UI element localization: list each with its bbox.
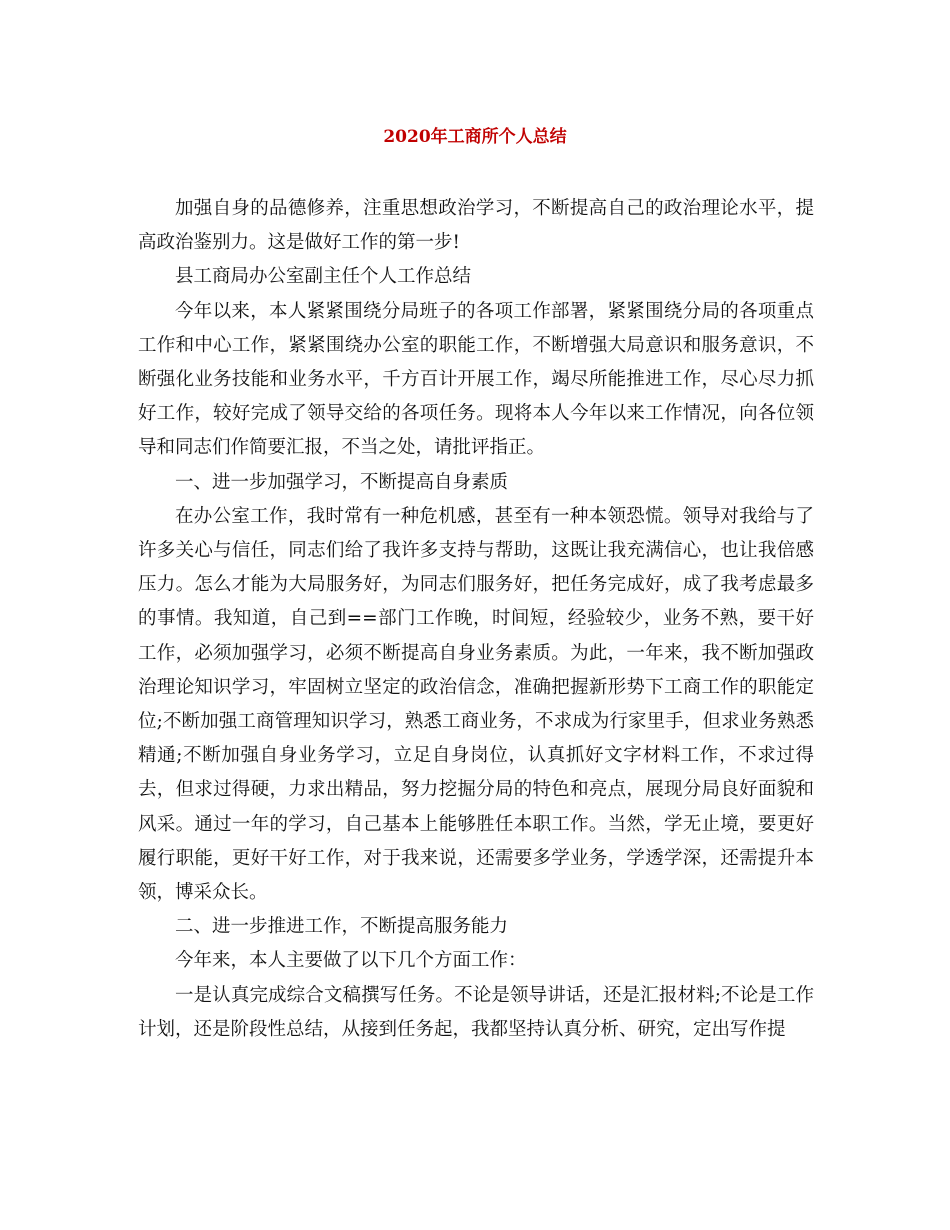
section-heading: 二、进一步推进工作，不断提高服务能力 [175,916,509,938]
paragraph: 加强自身的品德修养，注重思想政治学习，不断提高自己的政治理论水平，提高政治鉴别力。这是做好工作的第一步! [138,198,814,254]
document-body [138,192,814,1047]
paragraph: 一是认真完成综合文稿撰写任务。不论是领导讲话，还是汇报材料;不论是工作计划，还是阶段性总结，从接到任务起，我都坚持认真分析、研究，定出写作提 [138,984,814,1040]
document-title: 2020年工商所个人总结 [383,127,567,147]
paragraph: 在办公室工作，我时常有一种危机感，甚至有一种本领恐慌。领导对我给与了许多关心与信任，同志们给了我许多支持与帮助，这既让我充满信心，也让我倍感压力。怎么才能为大局服务好，为同志们服务好，把任务完成好，成了我考虑最多的事情。我知道，自己到==部门工作晚，时间短，经验较少，业务不熟，要干好工作，必须加强学习，必须不断提高自身业务素质。为此，一年来，我不断加强政治理论知识学习，牢固树立坚定的政治信念，准确把握新形势下工商工作的职能定位;不断加强工商管理知识学习，熟悉工商业务，不求成为行家里手，但求业务熟悉精通;不断加强自身业务学习，立足自身岗位，认真抓好文字材料工作，不求过得去，但求过得硬，力求出精品，努力挖掘分局的特色和亮点，展现分局良好面貌和风采。通过一年的学习，自己基本上能够胜任本职工作。当然，学无止境，要更好履行职能，更好干好工作，对于我来说，还需要多学业务，学透学深，还需提升本领，博采众长。 [138,505,814,904]
section-heading: 一、进一步加强学习，不断提高自身素质 [175,471,509,493]
paragraph: 今年来，本人主要做了以下几个方面工作： [175,950,527,972]
paragraph: 今年以来，本人紧紧围绕分局班子的各项工作部署，紧紧围绕分局的各项重点工作和中心工作，紧紧围绕办公室的职能工作，不断增强大局意识和服务意识，不断强化业务技能和业务水平，千方百计开展工作，竭尽所能推进工作，尽心尽力抓好工作，较好完成了领导交给的各项任务。现将本人今年以来工作情况，向各位领导和同志们作简要汇报，不当之处，请批评指正。 [138,300,814,459]
paragraph: 县工商局办公室副主任个人工作总结 [175,266,472,288]
